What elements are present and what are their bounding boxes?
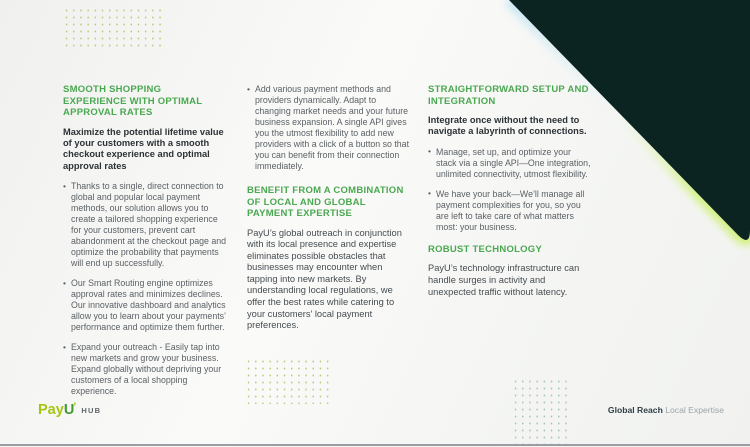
section-body: PayU’s technology infrastructure can handle surges in activity and unexpected traffic without latency. bbox=[428, 263, 580, 297]
dot-grid-pattern bbox=[512, 378, 570, 447]
payu-hub-logo bbox=[38, 402, 101, 418]
section-heading: ROBUST TECHNOLOGY bbox=[428, 243, 543, 255]
section-heading: BENEFIT FROM A COMBINATION OF LOCAL AND GLOBAL PAYMENT EXPERTISE bbox=[247, 185, 404, 219]
bullet-list bbox=[247, 84, 411, 172]
bullet-item: • Expand your outreach - Easily tap into new markets and grow your business. Expand globally without depriving your customers of a local shopping experience. bbox=[63, 342, 227, 397]
section-intro: Maximize the potential lifetime value of your customers with a smooth checkout experience and optimal approval rates bbox=[63, 126, 224, 171]
footer-tagline bbox=[608, 405, 724, 415]
bullet-item: • Add various payment methods and providers dynamically. Adapt to changing market needs and your future business expansion. A single API gives you the utmost flexibility to add new providers with a click of a button so that you can benefit from their connection immediately. bbox=[247, 84, 411, 172]
bottom-divider bbox=[0, 444, 750, 446]
column-smooth-shopping bbox=[63, 84, 227, 406]
bullet-item: • Manage, set up, and optimize your stack via a single API—One integration, unlimited connectivity, utmost flexibility. bbox=[428, 147, 592, 180]
bullet-item: • We have your back—We’ll manage all payment complexities for you, so you are left to take care of what matters most: your business. bbox=[428, 189, 592, 233]
tagline-bold: Global Reach bbox=[607, 405, 663, 415]
section-body: PayU’s global outreach in conjunction with its local presence and expertise eliminates possible obstacles that businesses may encounter when tapping into new markets. By understanding local regulations, we offer the best rates while catering to your customers’ local payment preferences. bbox=[247, 227, 402, 331]
bullet-list bbox=[63, 181, 227, 397]
logo-u-text: U bbox=[63, 402, 75, 418]
bullet-list bbox=[428, 147, 592, 233]
section-heading: SMOOTH SHOPPING EXPERIENCE WITH OPTIMAL APPROVAL RATES bbox=[63, 84, 203, 118]
dot-grid-pattern bbox=[63, 7, 162, 48]
bullet-item: • Our Smart Routing engine optimizes approval rates and minimizes declines. Our innovative dashboard and analytics allow you to learn about your payments’ performance and optimize them further. bbox=[63, 278, 227, 333]
column-setup-integration bbox=[428, 84, 592, 298]
dot-grid-pattern bbox=[245, 358, 334, 404]
column-local-global-expertise bbox=[247, 84, 411, 332]
bullet-item: • Thanks to a single, direct connection to global and popular local payment methods, our solution allows you to create a tailored shopping experience for your customers, prevent cart abandonment at the checkout page and optimize the probability that payments will end up successfully. bbox=[63, 181, 227, 269]
section-intro: Integrate once without the need to navigate a labyrinth of connections. bbox=[428, 115, 587, 137]
logo-pay-text: Pay bbox=[38, 402, 64, 418]
payu-leaf-icon: ’ bbox=[73, 401, 77, 413]
tagline-light: Local Expertise bbox=[662, 405, 724, 415]
section-heading: STRAIGHTFORWARD SETUP AND INTEGRATION bbox=[428, 84, 589, 107]
logo-hub-text: HUB bbox=[81, 405, 102, 415]
